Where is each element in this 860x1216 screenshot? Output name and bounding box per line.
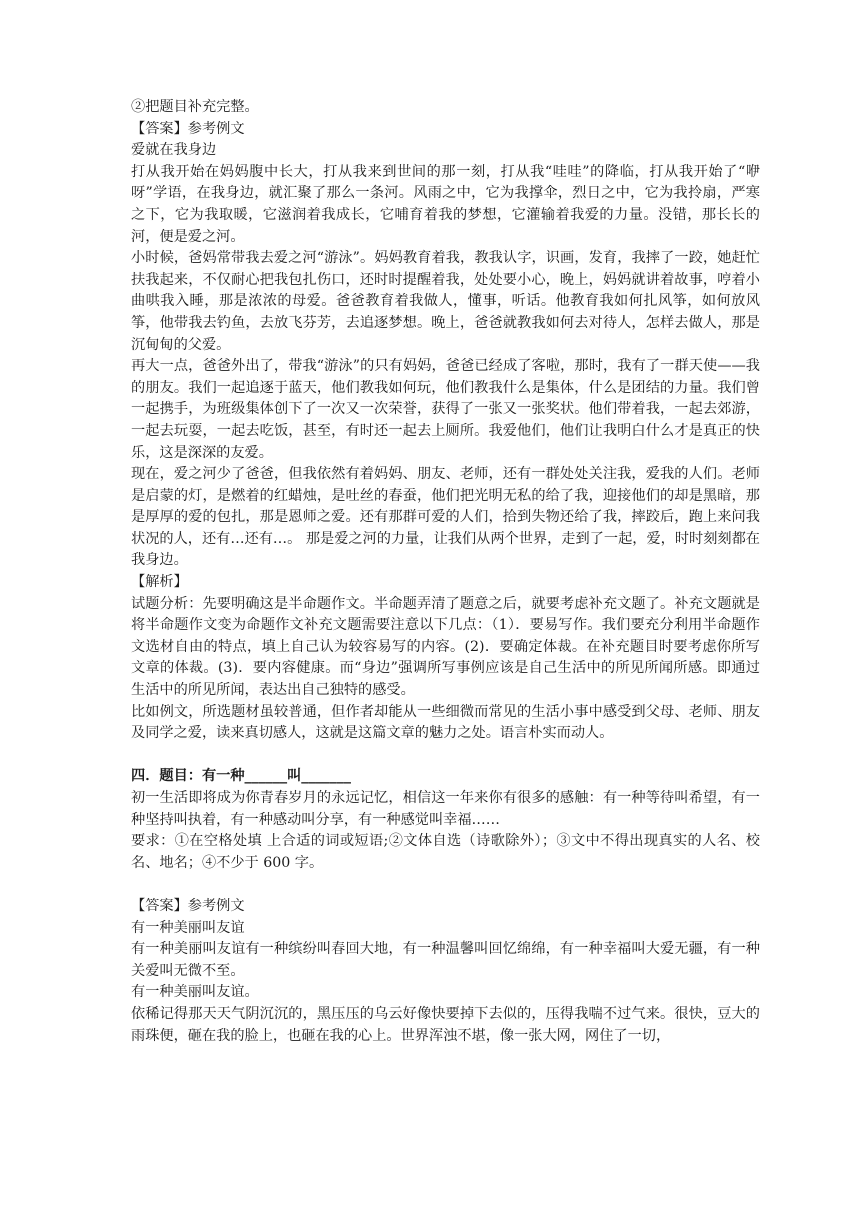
- answer-label: 【答案】参考例文: [131, 120, 245, 137]
- analysis-paragraph: 试题分析：先要明确这是半命题作文。半命题弄清了题意之后，就要考虑补充文题了。补充文题就是将半命题作文变为命题作文补充文题需要注意以下几点：（1）．要易写作。我们要充分利用半命题作文选材自由的特点，填上自己认为较容易写的内容。(2)．要确定体裁。在补充题目时要考虑你所写文章的体裁。(3)．要内容健康。而“身边”强调所写事例应该是自己生活中的所见所闻所感。即通过生活中的所见所闻，表达出自己独特的感受。: [131, 595, 760, 699]
- blank-line: [131, 874, 760, 896]
- essay-paragraph: 再大一点，爸爸外出了，带我“游泳”的只有妈妈，爸爸已经成了客啦，那时，我有了一群天使——我的朋友。我们一起追逐于蓝天，他们教我如何玩，他们教我什么是集体，什么是团结的力量。我们曾一起携手，为班级集体创下了一次又一次荣誉，获得了一张又一张奖状。他们带着我，一起去郊游，一起去玩耍，一起去吃饭，甚至，有时还一起去上厕所。我爱他们，他们让我明白什么才是真正的快乐，这是深深的友爱。: [131, 358, 760, 461]
- analysis-label: 【解析】: [131, 574, 188, 591]
- section-heading: 四．题目：有一种______叫_______: [131, 768, 351, 785]
- essay-paragraph: 有一种美丽叫友谊。: [131, 984, 259, 1001]
- answer-label: 【答案】参考例文: [131, 897, 245, 914]
- essay-paragraph: 打从我开始在妈妈腹中长大，打从我来到世间的那一刻，打从我“哇哇”的降临，打从我开始了“咿呀”学语，在我身边，就汇聚了那么一条河。风雨之中，它为我撑伞，烈日之中，它为我拎扇，严寒之下，它为我取暖，它滋润着我成长，它哺育着我的梦想，它灌输着我爱的力量。没错，那长长的河，便是爱之河。: [131, 163, 760, 245]
- essay-paragraph: 依稀记得那天天气阴沉沉的，黑压压的乌云好像快要掉下去似的，压得我喘不过气来。很快，豆大的雨珠便，砸在我的脸上，也砸在我的心上。世界浑浊不堪，像一张大网，网住了一切，: [131, 1005, 760, 1044]
- essay-title: 有一种美丽叫友谊: [131, 919, 245, 936]
- blank-line: [131, 745, 760, 767]
- essay-paragraph: 小时候，爸妈常带我去爱之河“游泳”。妈妈教育着我，教我认字，识画，发育，我摔了一跤，她赶忙扶我起来，不仅耐心把我包扎伤口，还时时提醒着我，处处要小心，晚上，妈妈就讲着故事，哼着小曲哄我入睡，那是浓浓的母爱。爸爸教育着我做人，懂事，听话。他教育我如何扎风筝，如何放风筝，他带我去钓鱼，去放飞芬芳，去追逐梦想。晚上，爸爸就教我如何去对待人，怎样去做人，那是沉甸甸的父爱。: [131, 250, 760, 353]
- prompt-paragraph: 初一生活即将成为你青春岁月的永远记忆，相信这一年来你有很多的感触：有一种等待叫希望，有一种坚持叫执着，有一种感动叫分享，有一种感觉叫幸福……: [131, 790, 760, 828]
- requirements-paragraph: 要求：①在空格处填 上合适的词或短语;②文体自选（诗歌除外）；③文中不得出现真实的人名、校名、地名；④不少于 600 字。: [131, 833, 760, 871]
- analysis-paragraph: 比如例文，所选题材虽较普通，但作者却能从一些细微而常见的生活小事中感受到父母、老师、朋友及同学之爱，读来真切感人，这就是这篇文章的魅力之处。语言朴实而动人。: [131, 703, 760, 742]
- question-instruction: ②把题目补充完整。: [131, 99, 259, 115]
- essay-title: 爱就在我身边: [131, 142, 217, 159]
- essay-paragraph: 现在，爱之河少了爸爸，但我依然有着妈妈、朋友、老师，还有一群处处关注我，爱我的人们。老师是启蒙的灯，是燃着的红蜡烛，是吐丝的春蚕，他们把光明无私的给了我，迎接他们的却是黑暗，那是厚厚的爱的包扎，那是恩师之爱。还有那群可爱的人们，拾到失物还给了我，摔跤后，跑上来问我状况的人，还有…还有…。 那是爱之河的力量，让我们从两个世界，走到了一起，爱，时时刻刻都在我身边。: [131, 466, 760, 569]
- essay-paragraph: 有一种美丽叫友谊有一种缤纷叫春回大地，有一种温馨叫回忆绵绵，有一种幸福叫大爱无疆，有一种关爱叫无微不至。: [131, 941, 760, 979]
